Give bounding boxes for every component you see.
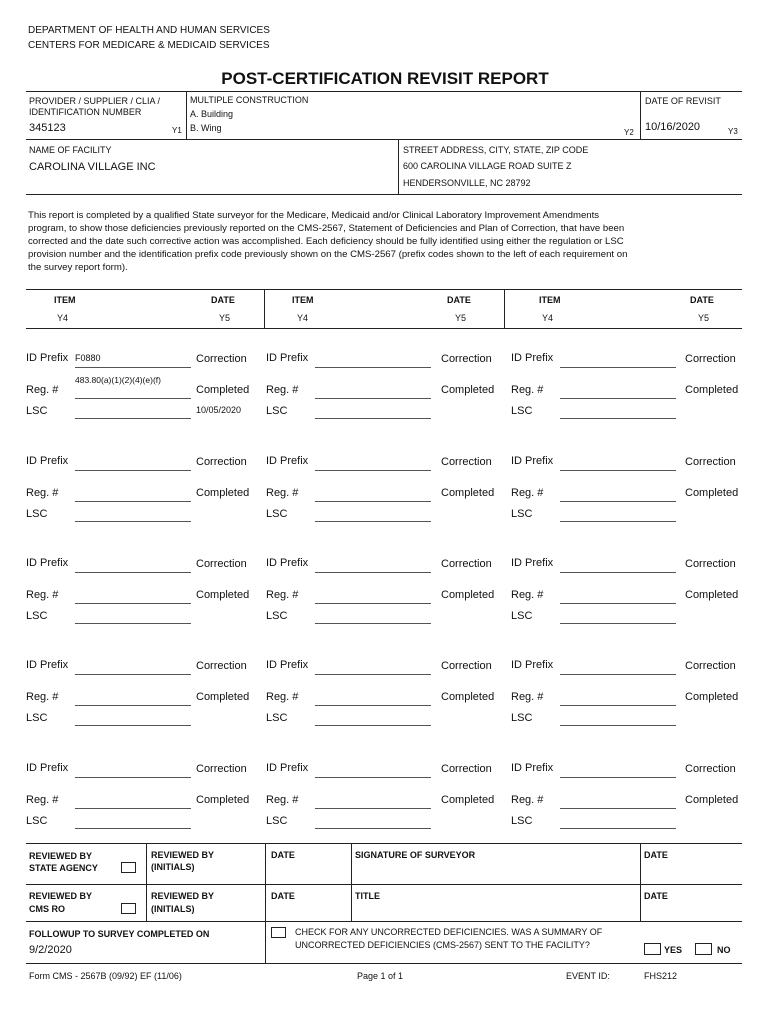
entry-id-prefix[interactable]: F0880 — [75, 353, 101, 363]
id-prefix-line — [315, 367, 431, 368]
completed-label: Completed — [441, 384, 495, 396]
lsc-line — [315, 623, 431, 624]
lsc-line — [560, 828, 676, 829]
reg-label: Reg. # — [266, 691, 299, 703]
yes-checkbox[interactable] — [644, 943, 661, 955]
id-prefix-line — [75, 367, 191, 368]
state-date-label: DATE — [271, 850, 295, 860]
id-prefix-line — [75, 674, 191, 675]
wing-label[interactable]: B. Wing — [190, 123, 222, 133]
address-line-2[interactable]: HENDERSONVILLE, NC 28792 — [403, 178, 531, 188]
id-prefix-label: ID Prefix — [26, 557, 69, 569]
address-line-1[interactable]: 600 CAROLINA VILLAGE ROAD SUITE Z — [403, 161, 572, 171]
item-column-header: ITEM — [539, 295, 561, 305]
lsc-line — [75, 828, 191, 829]
reg-line — [75, 398, 191, 399]
correction-label: Correction — [196, 763, 247, 775]
signature-date-label: DATE — [644, 850, 668, 860]
construction-label: MULTIPLE CONSTRUCTION — [190, 95, 309, 105]
lsc-label: LSC — [511, 508, 533, 520]
reg-label: Reg. # — [266, 487, 299, 499]
instruction-line: provision number and the identification prefix code previously shown on the CMS-2567 (prefix codes shown to the left of each requirement on — [28, 249, 628, 260]
correction-label: Correction — [685, 456, 736, 468]
uncorrected-question: CHECK FOR ANY UNCORRECTED DEFICIENCIES. WAS A SUMMARY OF — [295, 927, 603, 937]
lsc-line — [315, 828, 431, 829]
cms-date-label: DATE — [271, 891, 295, 901]
instruction-line: program, to show those deficiencies previously reported on the CMS-2567, Statement of Deficiencies and Plan of Correction, that have been — [28, 223, 625, 234]
state-initials-label-2: (INITIALS) — [151, 862, 195, 872]
id-prefix-line — [75, 777, 191, 778]
correction-label: Correction — [685, 660, 736, 672]
reg-label: Reg. # — [511, 691, 544, 703]
reg-label: Reg. # — [266, 384, 299, 396]
provider-label-2: IDENTIFICATION NUMBER — [29, 107, 142, 117]
correction-label: Correction — [441, 456, 492, 468]
lsc-line — [315, 521, 431, 522]
reg-line — [560, 398, 676, 399]
revisit-date-value[interactable]: 10/16/2020 — [645, 121, 701, 133]
event-id-value: FHS212 — [644, 971, 678, 981]
id-prefix-label: ID Prefix — [511, 455, 554, 467]
correction-label: Correction — [196, 558, 247, 570]
lsc-label: LSC — [26, 508, 48, 520]
completed-label: Completed — [196, 589, 250, 601]
completed-label: Completed — [196, 384, 250, 396]
reg-line — [315, 808, 431, 809]
lsc-label: LSC — [266, 610, 288, 622]
facility-name-label: NAME OF FACILITY — [29, 145, 112, 155]
followup-date[interactable]: 9/2/2020 — [29, 944, 72, 956]
signature-label: SIGNATURE OF SURVEYOR — [355, 850, 476, 860]
correction-label: Correction — [685, 558, 736, 570]
lsc-label: LSC — [26, 610, 48, 622]
id-prefix-label: ID Prefix — [511, 659, 554, 671]
reg-label: Reg. # — [511, 794, 544, 806]
date-code: Y5 — [698, 313, 710, 323]
id-prefix-label: ID Prefix — [26, 762, 69, 774]
lsc-line — [75, 623, 191, 624]
reg-label: Reg. # — [26, 589, 59, 601]
lsc-label: LSC — [26, 815, 48, 827]
revisit-code: Y3 — [728, 127, 738, 136]
id-prefix-label: ID Prefix — [266, 762, 309, 774]
item-column-header: ITEM — [54, 295, 76, 305]
completed-label: Completed — [685, 487, 739, 499]
reg-line — [315, 398, 431, 399]
id-prefix-line — [315, 572, 431, 573]
id-prefix-line — [75, 572, 191, 573]
cms-ro-label: REVIEWED BY — [29, 891, 93, 901]
state-agency-label: REVIEWED BY — [29, 851, 93, 861]
reg-label: Reg. # — [26, 384, 59, 396]
reg-line — [315, 603, 431, 604]
instruction-line: corrected and the date such corrective action was accomplished. Each deficiency should be fully identified using either the regulation or LSC — [28, 236, 624, 247]
state-initials-label: REVIEWED BY — [151, 850, 215, 860]
reg-label: Reg. # — [26, 487, 59, 499]
lsc-label: LSC — [511, 610, 533, 622]
reg-label: Reg. # — [511, 589, 544, 601]
item-column-header: ITEM — [292, 295, 314, 305]
id-prefix-line — [560, 777, 676, 778]
lsc-label: LSC — [26, 405, 48, 417]
entry-reg-number[interactable]: 483.80(a)(1)(2)(4)(e)(f) — [75, 375, 161, 385]
facility-name[interactable]: CAROLINA VILLAGE INC — [29, 161, 156, 173]
correction-label: Correction — [441, 660, 492, 672]
id-prefix-line — [75, 470, 191, 471]
reg-line — [560, 808, 676, 809]
instructions — [28, 209, 627, 274]
id-prefix-label: ID Prefix — [511, 762, 554, 774]
reg-label: Reg. # — [511, 384, 544, 396]
no-checkbox[interactable] — [695, 943, 712, 955]
address-label: STREET ADDRESS, CITY, STATE, ZIP CODE — [403, 145, 589, 155]
page-title: POST-CERTIFICATION REVISIT REPORT — [221, 69, 549, 88]
correction-label: Correction — [685, 353, 736, 365]
completed-label: Completed — [196, 487, 250, 499]
correction-label: Correction — [685, 763, 736, 775]
state-agency-checkbox[interactable] — [121, 862, 136, 873]
lsc-line — [560, 418, 676, 419]
correction-label: Correction — [196, 353, 247, 365]
agency-line: CENTERS FOR MEDICARE & MEDICAID SERVICES — [28, 40, 270, 51]
lsc-label: LSC — [266, 815, 288, 827]
no-label: NO — [717, 945, 731, 955]
cms-initials-label: REVIEWED BY — [151, 891, 215, 901]
uncorrected-question-2: UNCORRECTED DEFICIENCIES (CMS-2567) SENT TO THE FACILITY? — [295, 940, 590, 950]
correction-label: Correction — [196, 456, 247, 468]
lsc-line — [315, 725, 431, 726]
lsc-line — [75, 521, 191, 522]
lsc-label: LSC — [511, 712, 533, 724]
id-prefix-label: ID Prefix — [266, 455, 309, 467]
instruction-line: the survey report form). — [28, 262, 128, 273]
instruction-line: This report is completed by a qualified State surveyor for the Medicare, Medicaid and/or Clinical Laboratory Improvement Amendments — [28, 210, 600, 221]
date-column-header: DATE — [211, 295, 235, 305]
reg-label: Reg. # — [26, 794, 59, 806]
yes-label: YES — [664, 945, 683, 955]
provider-code: Y1 — [172, 126, 182, 135]
reg-line — [560, 501, 676, 502]
lsc-label: LSC — [266, 508, 288, 520]
reg-line — [75, 501, 191, 502]
completed-label: Completed — [196, 691, 250, 703]
lsc-label: LSC — [511, 405, 533, 417]
lsc-label: LSC — [511, 815, 533, 827]
provider-number[interactable]: 345123 — [29, 122, 66, 134]
entry-completed-date[interactable]: 10/05/2020 — [196, 405, 242, 415]
reg-line — [75, 808, 191, 809]
reg-label: Reg. # — [266, 589, 299, 601]
completed-label: Completed — [685, 691, 739, 703]
completed-label: Completed — [685, 589, 739, 601]
id-prefix-line — [315, 777, 431, 778]
id-prefix-line — [560, 367, 676, 368]
id-prefix-label: ID Prefix — [26, 659, 69, 671]
reg-line — [315, 705, 431, 706]
lsc-line — [75, 418, 191, 419]
state-agency-label-2: STATE AGENCY — [29, 863, 98, 873]
date-column-header: DATE — [690, 295, 714, 305]
completed-label: Completed — [685, 794, 739, 806]
lsc-line — [560, 623, 676, 624]
revisit-date-label: DATE OF REVISIT — [645, 96, 721, 106]
cms-ro-checkbox[interactable] — [121, 903, 136, 914]
reg-label: Reg. # — [511, 487, 544, 499]
reg-line — [75, 603, 191, 604]
id-prefix-line — [560, 572, 676, 573]
completed-label: Completed — [441, 487, 495, 499]
id-prefix-label: ID Prefix — [266, 659, 309, 671]
reg-label: Reg. # — [26, 691, 59, 703]
completed-label: Completed — [196, 794, 250, 806]
id-prefix-label: ID Prefix — [511, 557, 554, 569]
building-label[interactable]: A. Building — [190, 109, 234, 119]
date-code: Y5 — [219, 313, 231, 323]
lsc-label: LSC — [266, 712, 288, 724]
date-column-header: DATE — [447, 295, 471, 305]
correction-label: Correction — [441, 558, 492, 570]
reg-line — [315, 501, 431, 502]
department-line: DEPARTMENT OF HEALTH AND HUMAN SERVICES — [28, 25, 270, 36]
correction-label: Correction — [441, 763, 492, 775]
reg-line — [560, 603, 676, 604]
id-prefix-line — [560, 470, 676, 471]
item-code: Y4 — [297, 313, 309, 323]
id-prefix-label: ID Prefix — [266, 557, 309, 569]
title-date-label: DATE — [644, 891, 668, 901]
lsc-label: LSC — [266, 405, 288, 417]
reg-line — [75, 705, 191, 706]
cms-ro-label-2: CMS RO — [29, 904, 65, 914]
item-code: Y4 — [57, 313, 69, 323]
id-prefix-line — [560, 674, 676, 675]
title-label: TITLE — [355, 891, 380, 901]
cms-initials-label-2: (INITIALS) — [151, 904, 195, 914]
id-prefix-line — [315, 470, 431, 471]
uncorrected-checkbox[interactable] — [271, 927, 286, 938]
lsc-line — [75, 725, 191, 726]
followup-label: FOLLOWUP TO SURVEY COMPLETED ON — [29, 929, 210, 939]
item-code: Y4 — [542, 313, 554, 323]
correction-label: Correction — [196, 660, 247, 672]
event-id-label: EVENT ID: — [566, 971, 610, 981]
provider-label: PROVIDER / SUPPLIER / CLIA / — [29, 96, 161, 106]
completed-label: Completed — [441, 691, 495, 703]
lsc-line — [315, 418, 431, 419]
construction-code: Y2 — [624, 128, 634, 137]
page-number: Page 1 of 1 — [357, 971, 404, 981]
reg-line — [560, 705, 676, 706]
correction-label: Correction — [441, 353, 492, 365]
completed-label: Completed — [441, 794, 495, 806]
id-prefix-label: ID Prefix — [511, 352, 554, 364]
reg-label: Reg. # — [266, 794, 299, 806]
date-code: Y5 — [455, 313, 467, 323]
id-prefix-label: ID Prefix — [26, 455, 69, 467]
lsc-line — [560, 521, 676, 522]
lsc-label: LSC — [26, 712, 48, 724]
completed-label: Completed — [441, 589, 495, 601]
id-prefix-line — [315, 674, 431, 675]
lsc-line — [560, 725, 676, 726]
completed-label: Completed — [685, 384, 739, 396]
form-number: Form CMS - 2567B (09/92) EF (11/06) — [29, 971, 182, 981]
id-prefix-label: ID Prefix — [266, 352, 309, 364]
id-prefix-label: ID Prefix — [26, 352, 69, 364]
